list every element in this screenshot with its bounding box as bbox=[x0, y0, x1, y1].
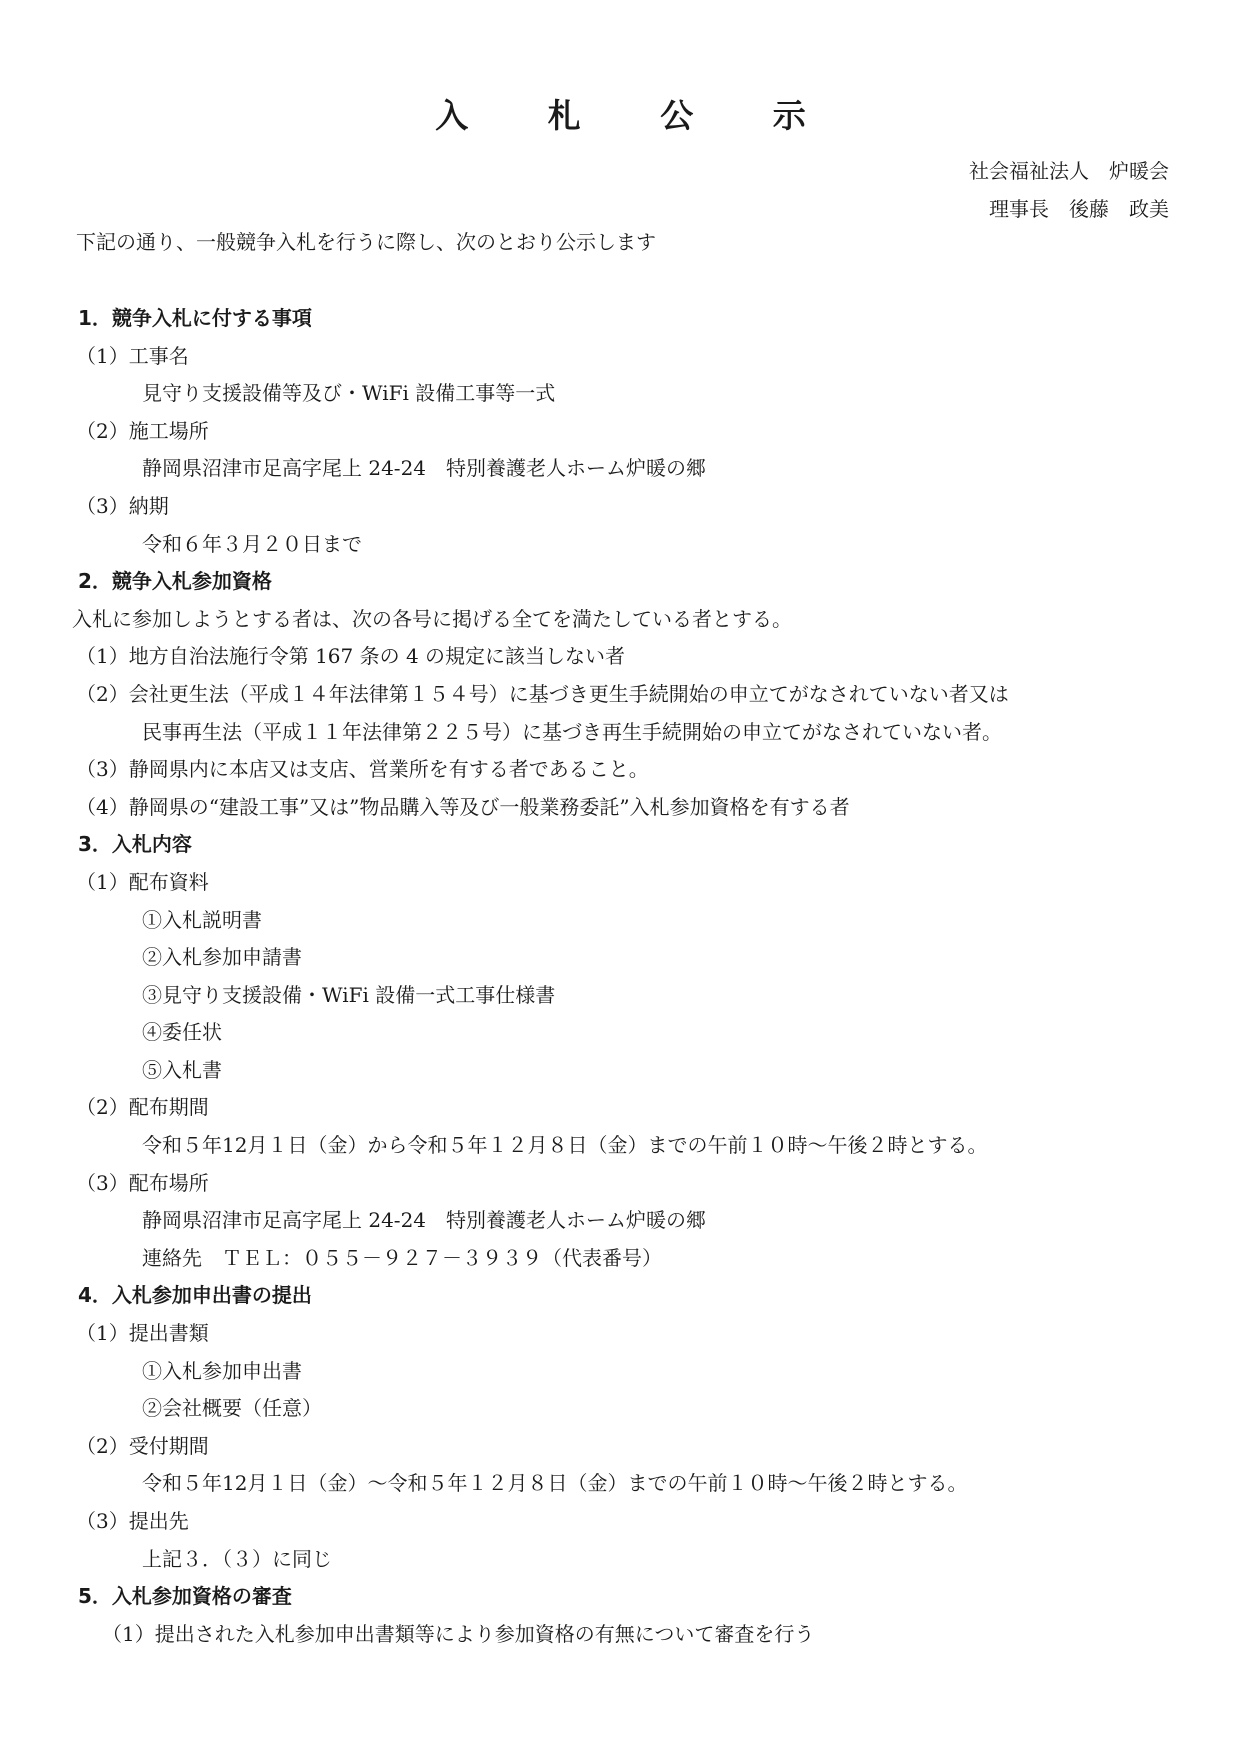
project-name: 見守り支援設備等及び・WiFi 設備工事等一式 bbox=[142, 381, 556, 406]
section-2-item-3: （3）静岡県内に本店又は支店、営業所を有する者であること。 bbox=[76, 757, 649, 782]
section-2-item-2-continued: 民事再生法（平成１１年法律第２２５号）に基づき再生手続開始の申立てがなされていない者。 bbox=[142, 719, 1002, 744]
section-1-item-3: （3）納期 bbox=[76, 493, 169, 518]
delivery-deadline: 令和６年３月２０日まで bbox=[142, 531, 362, 556]
submission-document: ①入札参加申出書 bbox=[142, 1358, 302, 1383]
acceptance-period: 令和５年12月１日（金）～令和５年１２月８日（金）までの午前１０時～午後２時とする。 bbox=[142, 1471, 968, 1496]
construction-site: 静岡県沼津市足高字尾上 24-24 特別養護老人ホーム炉暖の郷 bbox=[142, 456, 707, 481]
distributed-document: ⑤入札書 bbox=[142, 1057, 222, 1082]
distributed-document: ②入札参加申請書 bbox=[142, 945, 302, 970]
section-4-item-1: （1）提出書類 bbox=[76, 1321, 209, 1346]
section-3-item-2: （2）配布期間 bbox=[76, 1095, 209, 1120]
section-4-item-2: （2）受付期間 bbox=[76, 1433, 209, 1458]
section-2-heading: 2．競争入札参加資格 bbox=[78, 569, 272, 594]
section-5-heading: 5．入札参加資格の審査 bbox=[78, 1584, 292, 1609]
issuer-block bbox=[969, 152, 1169, 228]
section-1-item-2: （2）施工場所 bbox=[76, 418, 209, 443]
section-4-item-3: （3）提出先 bbox=[76, 1509, 189, 1533]
section-2-item-4: （4）静岡県の“建設工事”又は”物品購入等及び一般業務委託”入札参加資格を有する者 bbox=[76, 794, 850, 819]
submission-destination: 上記３．（３）に同じ bbox=[142, 1546, 332, 1571]
distribution-place: 静岡県沼津市足高字尾上 24-24 特別養護老人ホーム炉暖の郷 bbox=[142, 1208, 707, 1233]
section-3-heading: 3．入札内容 bbox=[78, 832, 192, 857]
document-body bbox=[72, 300, 1176, 1653]
section-1-heading: 1．競争入札に付する事項 bbox=[78, 306, 312, 330]
section-2-item-1: （1）地方自治法施行令第 167 条の 4 の規定に該当しない者 bbox=[76, 644, 626, 669]
section-3-item-3: （3）配布場所 bbox=[76, 1170, 209, 1195]
section-2-lead: 入札に参加しようとする者は、次の各号に掲げる全てを満たしている者とする。 bbox=[72, 606, 792, 631]
section-1-item-1: （1）工事名 bbox=[76, 343, 189, 368]
distributed-document: ①入札説明書 bbox=[142, 907, 262, 932]
section-2-item-2: （2）会社更生法（平成１４年法律第１５４号）に基づき更生手続開始の申立てがなされていない者又は bbox=[76, 681, 1009, 706]
distributed-document: ④委任状 bbox=[142, 1020, 222, 1045]
organization-name: 社会福祉法人 炉暖会 bbox=[969, 159, 1169, 183]
document-title: 入 札 公 示 bbox=[435, 96, 840, 135]
distribution-period: 令和５年12月１日（金）から令和５年１２月８日（金）までの午前１０時～午後２時とする。 bbox=[142, 1133, 988, 1158]
submission-document: ②会社概要（任意） bbox=[142, 1396, 322, 1421]
section-5-item-1: （1）提出された入札参加申出書類等により参加資格の有無について審査を行う bbox=[102, 1621, 815, 1646]
section-4-heading: 4．入札参加申出書の提出 bbox=[78, 1283, 312, 1308]
contact-phone: 連絡先 ＴＥＬ：０５５－９２７－３９３９（代表番号） bbox=[142, 1245, 662, 1270]
distributed-document: ③見守り支援設備・WiFi 設備一式工事仕様書 bbox=[142, 982, 556, 1007]
representative-name: 理事長 後藤 政美 bbox=[989, 197, 1169, 221]
section-3-item-1: （1）配布資料 bbox=[76, 869, 209, 894]
intro-text: 下記の通り、一般競争入札を行うに際し、次のとおり公示します bbox=[76, 230, 656, 254]
